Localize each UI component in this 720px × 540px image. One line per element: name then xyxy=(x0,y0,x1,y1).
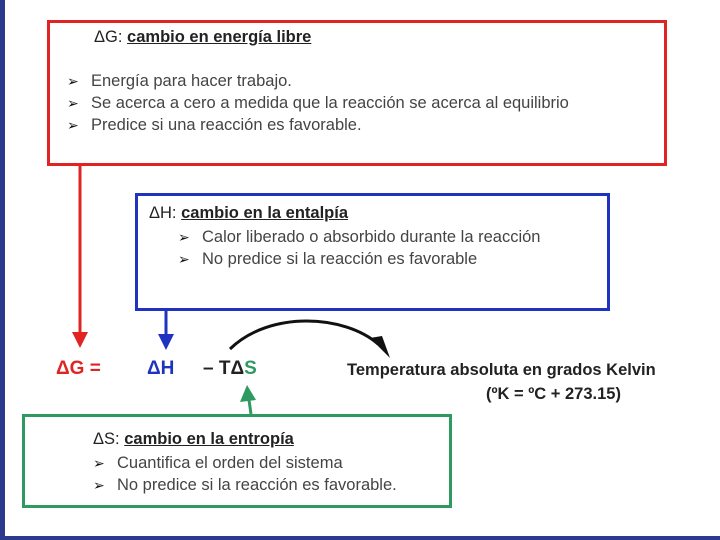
arrow-green-to-delta-s xyxy=(249,400,251,414)
list-item: ➢ Calor liberado o absorbido durante la reacción xyxy=(178,228,541,246)
free-energy-title xyxy=(94,28,311,47)
free-energy-box xyxy=(47,20,667,166)
delta-g-symbol: ΔG: xyxy=(94,28,123,46)
arrow-black-curve xyxy=(230,321,378,349)
list-item: ➢ Se acerca a cero a medida que la reacción se acerca al equilibrio xyxy=(67,94,569,112)
equation-delta-h: ΔH xyxy=(147,358,175,379)
enthalpy-bullets xyxy=(178,226,540,270)
arrowhead-bullet-icon: ➢ xyxy=(93,477,105,493)
list-item: ➢ No predice si la reacción es favorable xyxy=(178,250,478,268)
list-item: ➢ Cuantifica el orden del sistema xyxy=(93,454,343,472)
entropy-bullets xyxy=(93,452,397,496)
entropy-title xyxy=(93,430,294,449)
free-energy-heading: cambio en energía libre xyxy=(127,28,312,46)
equation-delta-g: ΔG = xyxy=(56,358,101,379)
slide-bottom-border xyxy=(0,536,720,540)
arrowhead-bullet-icon: ➢ xyxy=(67,73,79,89)
delta-h-symbol: ΔH: xyxy=(149,204,177,222)
equation-minus-t: – TΔ xyxy=(203,358,245,379)
list-item: ➢ No predice si la reacción es favorable. xyxy=(93,476,397,494)
delta-s-symbol: ΔS: xyxy=(93,430,120,448)
arrowhead-bullet-icon: ➢ xyxy=(93,455,105,471)
arrow-green-head xyxy=(240,385,256,402)
entropy-box xyxy=(22,414,452,508)
equation-s: S xyxy=(244,358,257,379)
entropy-heading: cambio en la entropía xyxy=(124,430,294,448)
arrow-blue-head xyxy=(158,334,174,350)
arrowhead-bullet-icon: ➢ xyxy=(178,251,190,267)
slide-left-border xyxy=(0,0,5,540)
list-item: ➢ Predice si una reacción es favorable. xyxy=(67,116,362,134)
enthalpy-heading: cambio en la entalpía xyxy=(181,204,349,222)
arrowhead-bullet-icon: ➢ xyxy=(67,95,79,111)
free-energy-bullets xyxy=(67,70,569,136)
enthalpy-title xyxy=(149,204,348,223)
arrow-red-head xyxy=(72,332,88,348)
enthalpy-box xyxy=(135,193,610,311)
arrowhead-bullet-icon: ➢ xyxy=(178,229,190,245)
temperature-label: Temperatura absoluta en grados Kelvin xyxy=(347,361,656,379)
list-item: ➢ Energía para hacer trabajo. xyxy=(67,72,292,90)
kelvin-conversion: (ºK = ºC + 273.15) xyxy=(486,385,621,403)
arrow-black-head xyxy=(370,336,390,358)
arrowhead-bullet-icon: ➢ xyxy=(67,117,79,133)
equation-t-delta-s xyxy=(203,358,257,380)
